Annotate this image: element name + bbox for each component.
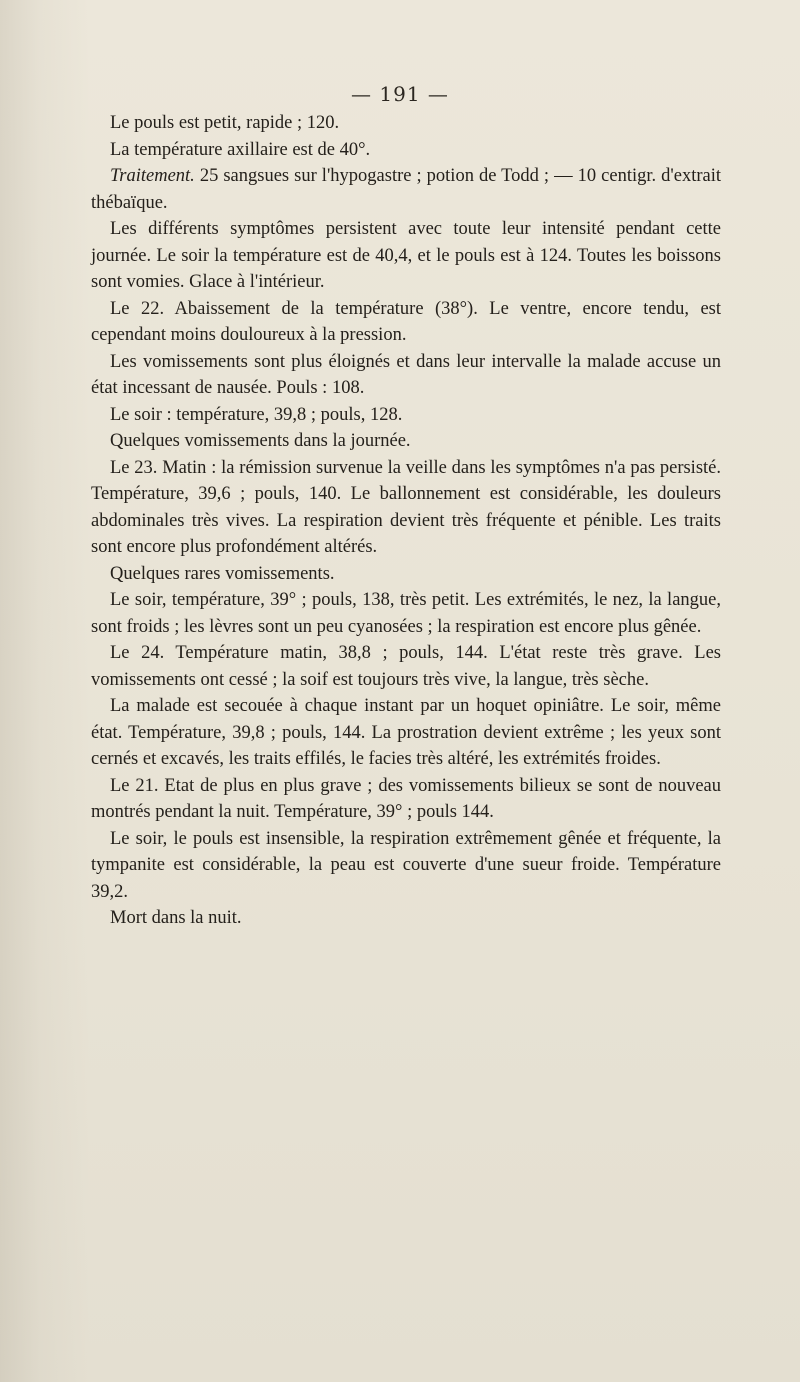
paragraph: Les différents symptômes persistent avec toute leur intensité pendant cette journée. Le soir la température est de 40,4, et le pouls est à 124. Toutes les boissons sont vomies. Glace à l'intérieur.	[91, 219, 721, 292]
paragraph: Mort dans la nuit.	[110, 908, 242, 928]
paragraph: Quelques vomissements dans la journée.	[110, 431, 411, 451]
paragraph: Le 24. Température matin, 38,8 ; pouls, 144. L'état reste très grave. Les vomissements ont cessé ; la soif est toujours très vive, la langue, très sèche.	[91, 643, 721, 690]
paragraph: La malade est secouée à chaque instant par un hoquet opiniâtre. Le soir, même état. Température, 39,8 ; pouls, 144. La prostration devient extrême ; les yeux sont cernés et excavés, les traits effilés, le facies très altéré, les extrémités froides.	[91, 696, 721, 769]
paragraph: Le soir : température, 39,8 ; pouls, 128.	[110, 404, 403, 425]
paragraph: Le soir, le pouls est insensible, la respiration extrêmement gênée et fréquente, la tympanite est considérable, la peau est couverte d'une sueur froide. Température 39,2.	[91, 828, 721, 902]
paragraph: Le 22. Abaissement de la température (38°). Le ventre, encore tendu, est cependant moins douloureux à la pression.	[91, 298, 721, 345]
paragraph: Le 21. Etat de plus en plus grave ; des vomissements bilieux se sont de nouveau montrés pendant la nuit. Température, 39° ; pouls 144.	[91, 775, 721, 822]
treatment-heading: Traitement.	[110, 166, 195, 186]
treatment-text: 25 sangsues sur l'hypogastre ; potion de Todd ; — 10 centigr. d'extrait thébaïque.	[91, 166, 721, 213]
paragraph: Les vomissements sont plus éloignés et dans leur intervalle la malade accuse un état incessant de nausée. Pouls : 108.	[91, 351, 721, 398]
paragraph-treatment	[91, 163, 721, 216]
paragraph: La température axillaire est de 40°.	[110, 139, 371, 160]
paragraph: Quelques rares vomissements.	[110, 563, 335, 584]
paragraph: Le 23. Matin : la rémission survenue la veille dans les symptômes n'a pas persisté. Température, 39,6 ; pouls, 140. Le ballonnement est considérable, les douleurs abdominales très vives. La respiration devient très fréquente et pénible. Les traits sont encore plus profondément altérés.	[91, 457, 721, 557]
paragraph: Le pouls est petit, rapide ; 120.	[110, 113, 340, 133]
paragraph: Le soir, température, 39° ; pouls, 138, très petit. Les extrémités, le nez, la langue, sont froids ; les lèvres sont un peu cyanosées ; la respiration est encore plus gênée.	[91, 590, 721, 637]
body-text	[91, 110, 721, 932]
page-number: — 191 —	[351, 82, 449, 106]
